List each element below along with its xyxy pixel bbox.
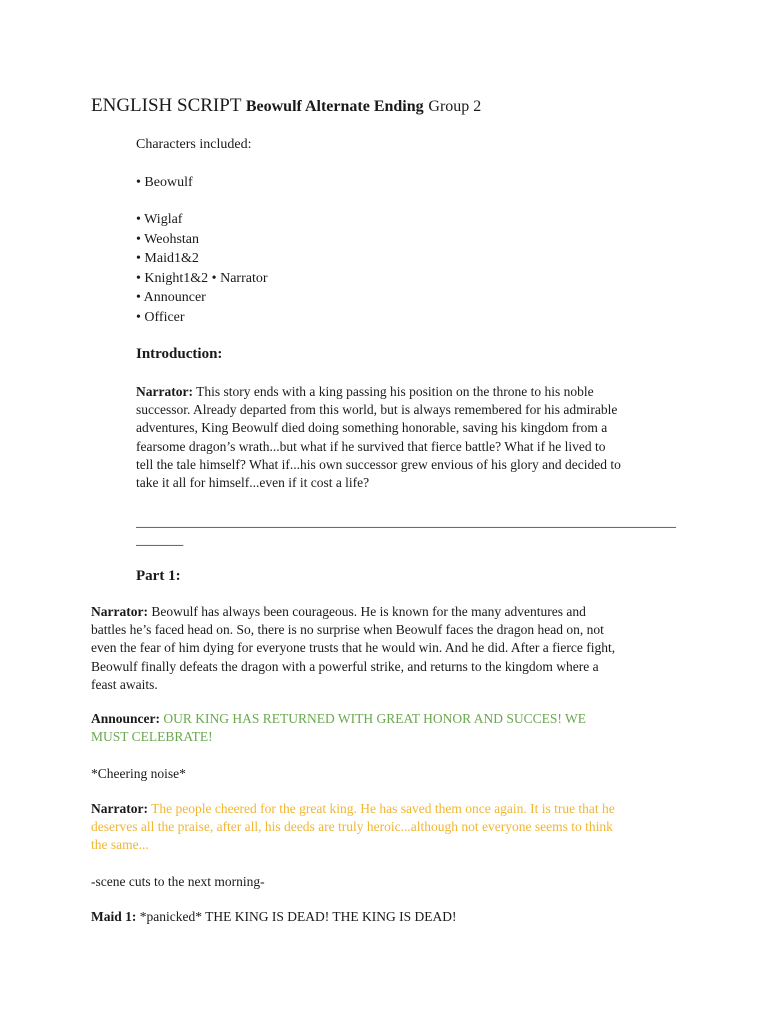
divider-line: ________________________________________________________________________________	[136, 514, 676, 529]
dialogue-line: feast awaits.	[91, 676, 158, 692]
introduction-heading: Introduction:	[136, 346, 223, 362]
narrator-paragraph	[91, 800, 615, 855]
speaker-label: Narrator:	[136, 384, 193, 399]
character-item: • Officer	[136, 309, 185, 325]
character-item: • Knight1&2 • Narrator	[136, 270, 268, 286]
announcer-paragraph	[91, 710, 586, 746]
character-item: • Beowulf	[136, 175, 193, 190]
character-item: • Weohstan	[136, 231, 200, 247]
speaker-label: Maid 1:	[91, 909, 137, 924]
dialogue-line: tell the tale himself? What if...his own successor grew envious of his glory and decided to	[136, 456, 621, 472]
character-item: • Maid1&2	[136, 251, 199, 266]
dialogue-line: The people cheered for the great king. He has saved them once again. It is true that he	[151, 801, 615, 816]
speaker-label: Announcer:	[91, 711, 161, 726]
document-title	[91, 95, 481, 117]
dialogue-line: battles he’s faced head on. So, there is no surprise when Beowulf faces the dragon head on, not	[91, 622, 604, 638]
stage-direction: -scene cuts to the next morning-	[91, 874, 265, 889]
title-main: ENGLISH SCRIPT	[91, 95, 242, 116]
narrator-paragraph	[91, 603, 615, 694]
stage-direction: *Cheering noise*	[91, 766, 186, 781]
dialogue-line: take it all for himself...even if it cost a life?	[136, 475, 370, 491]
dialogue-line: OUR KING HAS RETURNED WITH GREAT HONOR AND SUCCES! WE	[163, 711, 587, 726]
maid-paragraph	[91, 908, 456, 926]
section-divider	[136, 513, 681, 549]
dialogue-line: even the fear of him dying for everyone trusts that he would win. And he did. After a fierce fight,	[91, 640, 616, 656]
character-item: • Announcer	[136, 290, 206, 305]
title-group: Group 2	[428, 98, 482, 115]
speaker-label: Narrator:	[91, 801, 148, 816]
dialogue-line: successor. Already departed from this world, but is always remembered for his admirable	[136, 402, 618, 418]
part1-heading: Part 1:	[136, 568, 181, 584]
introduction-paragraph	[136, 383, 621, 492]
dialogue-line: deserves all the praise, after all, his deeds are truly heroic...although not everyone seems to think	[91, 819, 613, 835]
title-subtitle: Beowulf Alternate Ending	[245, 98, 424, 115]
dialogue-line: Beowulf has always been courageous. He is known for the many adventures and	[151, 604, 586, 619]
dialogue-line: MUST CELEBRATE!	[91, 729, 213, 745]
dialogue-line: Beowulf finally defeats the dragon with a powerful strike, and returns to the kingdom where a	[91, 658, 599, 674]
characters-label: Characters included:	[136, 137, 252, 152]
divider-line: _______	[136, 532, 184, 547]
dialogue-line: adventures, King Beowulf died doing something honorable, saving his kingdom from a	[136, 420, 608, 436]
character-item: • Wiglaf	[136, 212, 183, 227]
dialogue-line: *panicked* THE KING IS DEAD! THE KING IS DEAD!	[139, 909, 457, 924]
speaker-label: Narrator:	[91, 604, 148, 619]
dialogue-line: the same...	[91, 837, 149, 853]
dialogue-line: This story ends with a king passing his position on the throne to his noble	[196, 384, 594, 399]
dialogue-line: fearsome dragon’s wrath...but what if he survived that fierce battle? What if he lived to	[136, 438, 606, 454]
